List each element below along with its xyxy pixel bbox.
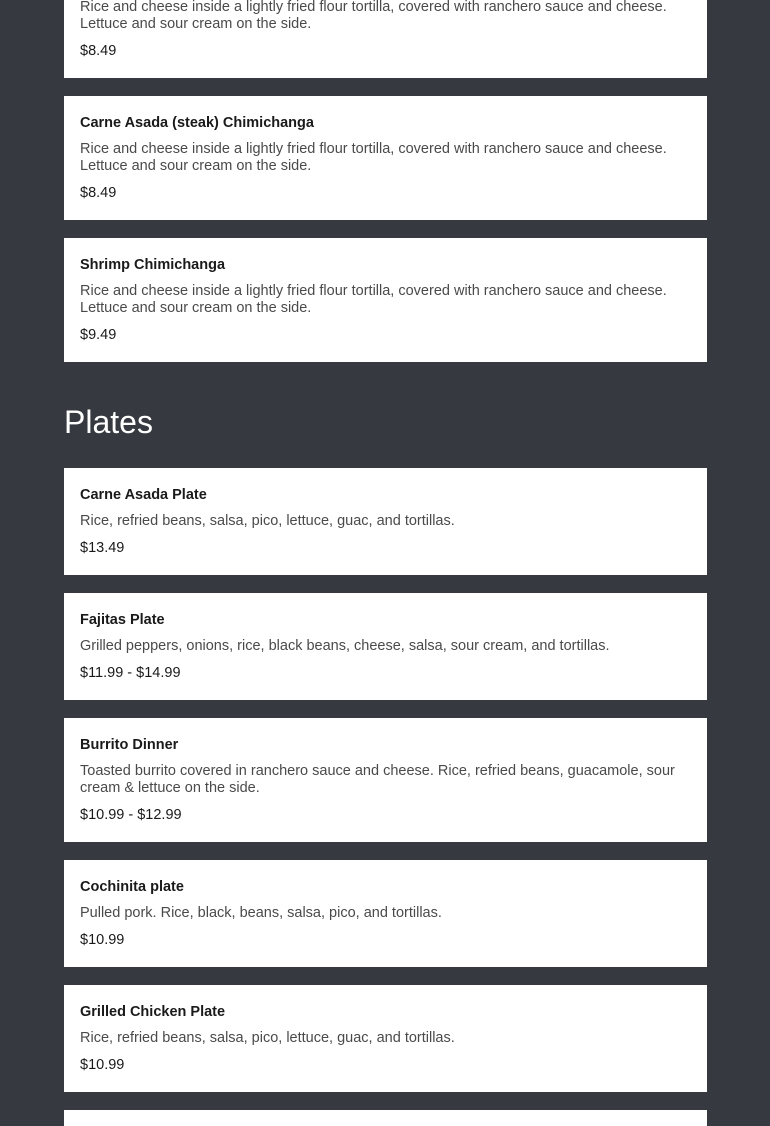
item-name: Fajitas Plate bbox=[80, 612, 165, 628]
menu-item-card[interactable] bbox=[64, 860, 707, 967]
item-name: Carne Asada (steak) Chimichanga bbox=[80, 115, 314, 131]
item-price: $11.99 - $14.99 bbox=[80, 665, 181, 681]
section-title-plates: Plates bbox=[64, 404, 153, 440]
menu-item-card[interactable] bbox=[64, 0, 707, 78]
menu-item-card[interactable] bbox=[64, 238, 707, 362]
item-description: Grilled peppers, onions, rice, black beans, cheese, salsa, sour cream, and tortillas. bbox=[80, 638, 610, 654]
item-price: $10.99 bbox=[80, 1057, 125, 1073]
menu-item-card[interactable] bbox=[64, 985, 707, 1092]
item-name: Cochinita plate bbox=[80, 879, 184, 895]
menu-item-card[interactable] bbox=[64, 718, 707, 842]
item-price: $10.99 - $12.99 bbox=[80, 807, 182, 823]
menu-item-card[interactable] bbox=[64, 96, 707, 220]
item-description: Rice and cheese inside a lightly fried flour tortilla, covered with ranchero sauce and cheese. Lettuce and sour cream on the side. bbox=[80, 0, 667, 32]
item-price: $10.99 bbox=[80, 932, 125, 948]
item-description: Rice and cheese inside a lightly fried flour tortilla, covered with ranchero sauce and cheese. Lettuce and sour cream on the side. bbox=[80, 141, 667, 174]
item-name: Grilled Chicken Plate bbox=[80, 1004, 226, 1020]
item-description: Toasted burrito covered in ranchero sauce and cheese. Rice, refried beans, guacamole, sour cream & lettuce on the side. bbox=[80, 763, 675, 796]
item-price: $8.49 bbox=[80, 43, 117, 59]
item-name: Shrimp Chimichanga bbox=[80, 257, 226, 273]
item-description: Pulled pork. Rice, black, beans, salsa, pico, and tortillas. bbox=[80, 905, 442, 921]
item-price: $8.49 bbox=[80, 185, 117, 201]
item-description: Rice and cheese inside a lightly fried flour tortilla, covered with ranchero sauce and cheese. Lettuce and sour cream on the side. bbox=[80, 283, 667, 316]
item-description: Rice, refried beans, salsa, pico, lettuce, guac, and tortillas. bbox=[80, 513, 455, 529]
item-name: Burrito Dinner bbox=[80, 737, 179, 753]
item-name: Carne Asada Plate bbox=[80, 487, 207, 503]
item-description: Rice, refried beans, salsa, pico, lettuce, guac, and tortillas. bbox=[80, 1030, 455, 1046]
menu-item-card[interactable] bbox=[64, 468, 707, 575]
item-price: $9.49 bbox=[80, 327, 117, 343]
menu-item-card[interactable] bbox=[64, 1110, 707, 1126]
menu-item-card[interactable] bbox=[64, 593, 707, 700]
item-price: $13.49 bbox=[80, 540, 125, 556]
